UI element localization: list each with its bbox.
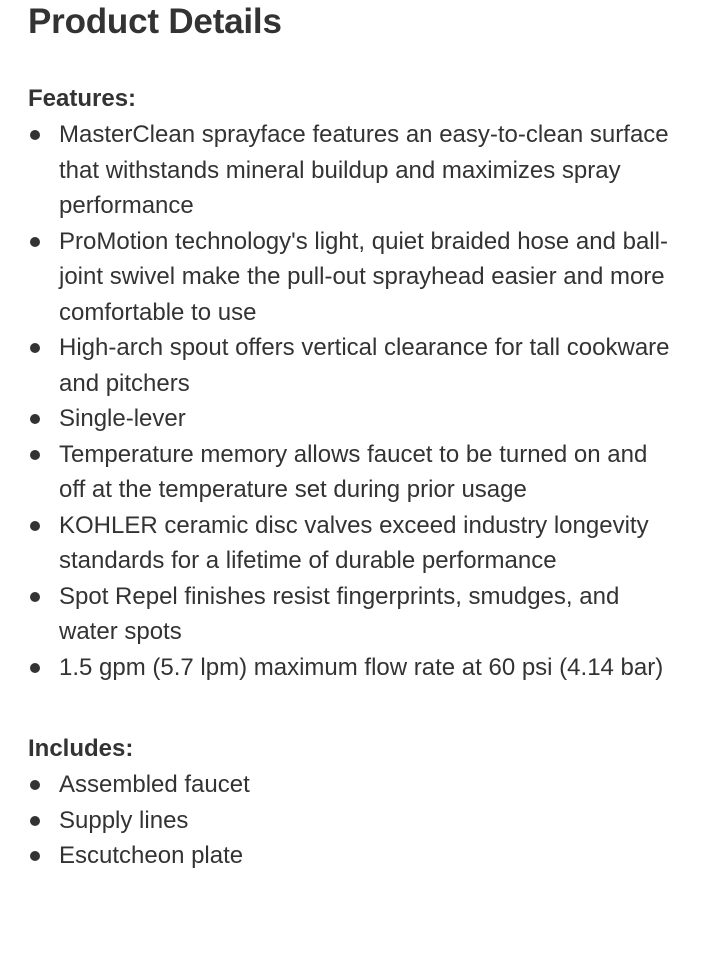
list-item: Spot Repel finishes resist fingerprints, smudges, and water spots [28, 579, 680, 650]
list-item: Supply lines [28, 803, 680, 839]
list-item: MasterClean sprayface features an easy-to-clean surface that withstands mineral buildup and maximizes spray performance [28, 117, 680, 224]
features-list [28, 117, 680, 685]
list-item: Temperature memory allows faucet to be turned on and off at the temperature set during prior usage [28, 437, 680, 508]
list-item: Assembled faucet [28, 767, 680, 803]
includes-list [28, 767, 680, 874]
list-item: High-arch spout offers vertical clearance for tall cookware and pitchers [28, 330, 680, 401]
page-title: Product Details [28, 2, 282, 41]
list-item: 1.5 gpm (5.7 lpm) maximum flow rate at 60 psi (4.14 bar) [28, 650, 680, 686]
list-item: KOHLER ceramic disc valves exceed industry longevity standards for a lifetime of durable performance [28, 508, 680, 579]
list-item: Single-lever [28, 401, 680, 437]
includes-heading: Includes: [28, 735, 134, 762]
features-heading: Features: [28, 85, 137, 112]
list-item: Escutcheon plate [28, 838, 680, 874]
list-item: ProMotion technology's light, quiet braided hose and ball-joint swivel make the pull-out sprayhead easier and more comfortable to use [28, 224, 680, 331]
